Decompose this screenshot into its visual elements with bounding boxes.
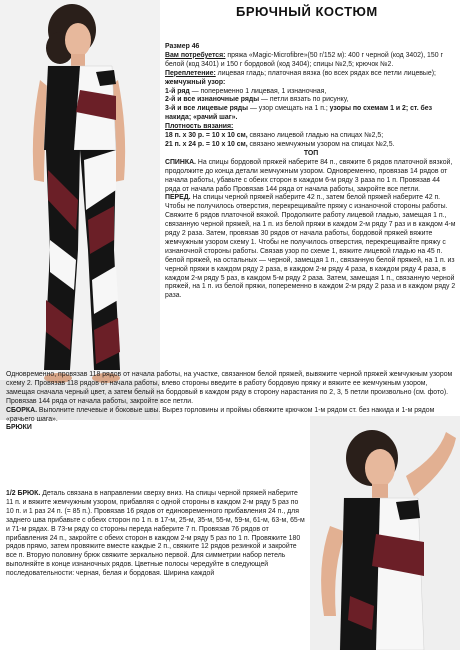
density-1-bold: 18 п. х 30 р. = 10 х 10 см, (165, 132, 248, 140)
row3-paragraph (165, 105, 457, 123)
materials-label: Вам потребуется: (165, 51, 226, 59)
pants-heading: БРЮКИ (6, 424, 32, 432)
row3-text: — узор смещать на 1 п.; (249, 105, 328, 113)
materials-text: пряжа «Magic-Microfibre»(50 г/152 м): 400 г черной (код 3402), 150 г белой (код 3401) и 150 г бордовой (код 3404); спицы №2,5; крючок №2. (165, 51, 443, 68)
size-line: Размер 46 (165, 43, 200, 50)
materials-paragraph (165, 52, 457, 70)
row3-label: 3-й и все лицевые ряды (165, 105, 249, 113)
materials-column (165, 43, 457, 301)
front-text: На спицы черной пряжей наберите 42 п., затем белой пряжей наберите 42 п. Чтобы не получилось отверстия, перекрещивайте пряжу с изнаночной стороны работы. Свяжите 6 рядов платочной вязкой. Продолжите работу лицевой гладью, замещая 1 п., связанную черной пряжей, на 1 п. из белой пряжи в каждом 2-м ряду 7 раз и в каждом 4-м ряду 2 раза. Затем, провязав 30 рядов от начала работы, бордовой пряжей вяжите жемчужным узором схему 1. Чтобы не получилось отверстия, перекрещивайте пряжу с изнаночной стороны работы. Связав узор по схеме 1, вяжите лицевой гладью на 45 п. белой пряжей, на остальных — черной, замещая 1 п., связанную белой пряжей, на 1 п. из черной пряжи в каждом ряду 2 раза, в каждом 2-м ряду 4 раза, в каждом ряду 4 раза, в каждом 2-м ряду 5 раз, в каждом 5-м ряду 2 раза. Затем, замещая 1 п., связанную черной пряжей, на 1 п. из белой пряжи, попеременно в каждом 2-м ряду 2 раза и в каждом ряду 2 раза. (165, 194, 456, 300)
density-line-2 (165, 141, 457, 150)
intertwine-paragraph (165, 70, 457, 79)
back-paragraph (165, 159, 457, 195)
row3-tail: узоры по схемам 1 и 2; ст. без накида; «рачий шаг». (165, 105, 433, 122)
front-label: ПЕРЕД. (165, 194, 191, 202)
density-2-bold: 21 п. х 24 р. = 10 х 10 см, (165, 140, 248, 148)
pants-text: Деталь связана в направлении сверху вниз. На спицы черной пряжей наберите 11 п. и вяжите жемчужным узором, прибавляя с одной стороны в каждом 2-м ряду 5 раз по 10 п. и 1 раз 24 п. (= 85 п.). Провязав 16 рядов от единовременного прибавления 24 п., для заднего шва прибавьте с обеих сторон по 1 п. в 17-м, 25-м, 35-м, 55-м, 59-м, 61-м, 63-м, 65-м и 71-м рядах. В 73-м ряду со стороны переда наберите 7 п. Провязав 76 рядов от прибавления 24 п., закройте с обеих сторон в каждом 2-м ряду 5 раз по 1 п. Провяжите 180 рядов прямо, затем провяжите вместе каждые 2 п., свяжите 12 рядов резинкой и закройте все п. Вторую половину брюк свяжите зеркально первой. Для симметрии набор петель выполняйте в конце изнаночных рядов. Цветные полосы чередуйте в следующей последовательности: черная, белая и бордовая. Ширина каждой (6, 490, 305, 578)
intertwine-label: Переплетение: (165, 69, 216, 77)
row1-label: 1-й ряд (165, 87, 190, 95)
pearl-label: жемчужный узор: (165, 78, 226, 86)
intertwine-text: лицевая гладь; платочная вязка (во всех рядах все петли лицевые); (217, 69, 436, 77)
assembly-label: СБОРКА. (6, 406, 37, 414)
row2-label: 2-й и все изнаночные ряды (165, 96, 260, 104)
row1-text: — попеременно 1 лицевая, 1 изнаночная, (191, 87, 327, 95)
row2-text: — петли вязать по рисунку, (261, 96, 349, 104)
density-label: Плотность вязания: (165, 123, 234, 131)
assembly-text: Выполните плечевые и боковые швы. Вырез горловины и проймы обвяжите крючком 1-м рядом ст. без накида и 1-м рядом «рачьего шага». (6, 406, 435, 423)
front-paragraph-2: Одновременно, провязав 118 рядов от начала работы, на участке, связанном белой пряжей, вывяжите черной пряжей жемчужным узором схему 2. Провязав 118 рядов от начала работы, влево стороны введите в работу бордовую пряжу и вяжите ее жемчужным узором, замещая сначала черный цвет, а затем белый на бордовый в каждом ряду в сторону нарастания по 2, 3, 5 петли произвольно (см. фото). Провязав 144 ряда от начала работы, закройте все петли. (6, 371, 453, 405)
model-photo-upper-body (310, 416, 460, 650)
back-label: СПИНКА. (165, 158, 196, 166)
model-photo-full-body (0, 0, 160, 420)
pants-column (6, 490, 306, 579)
row2-paragraph (165, 96, 457, 105)
page-title: БРЮЧНЫЙ КОСТЮМ (236, 4, 378, 19)
density-line-1 (165, 132, 457, 141)
pants-label: 1/2 БРЮК. (6, 490, 41, 497)
front-paragraph (165, 194, 457, 301)
pants-paragraph (6, 490, 306, 579)
density-1-text: связано лицевой гладью на спицах №2,5; (249, 132, 384, 140)
back-text: На спицы бордовой пряжей наберите 84 п., свяжите 6 рядов платочной вязкой, продолжите до конца детали жемчужным узором. Одновременно, провязав 14 рядов от начала работы, убавьте с обеих сторон в каждом 6-м ряду 3 раза по 1 п. Провязав 44 ряда от начала рабо Провязав 144 ряда от начала работы, закройте все петли. (165, 158, 453, 193)
density-2-text: связано жемчужным узором на спицах №2,5. (249, 140, 395, 148)
top-heading: ТОП (303, 149, 319, 157)
